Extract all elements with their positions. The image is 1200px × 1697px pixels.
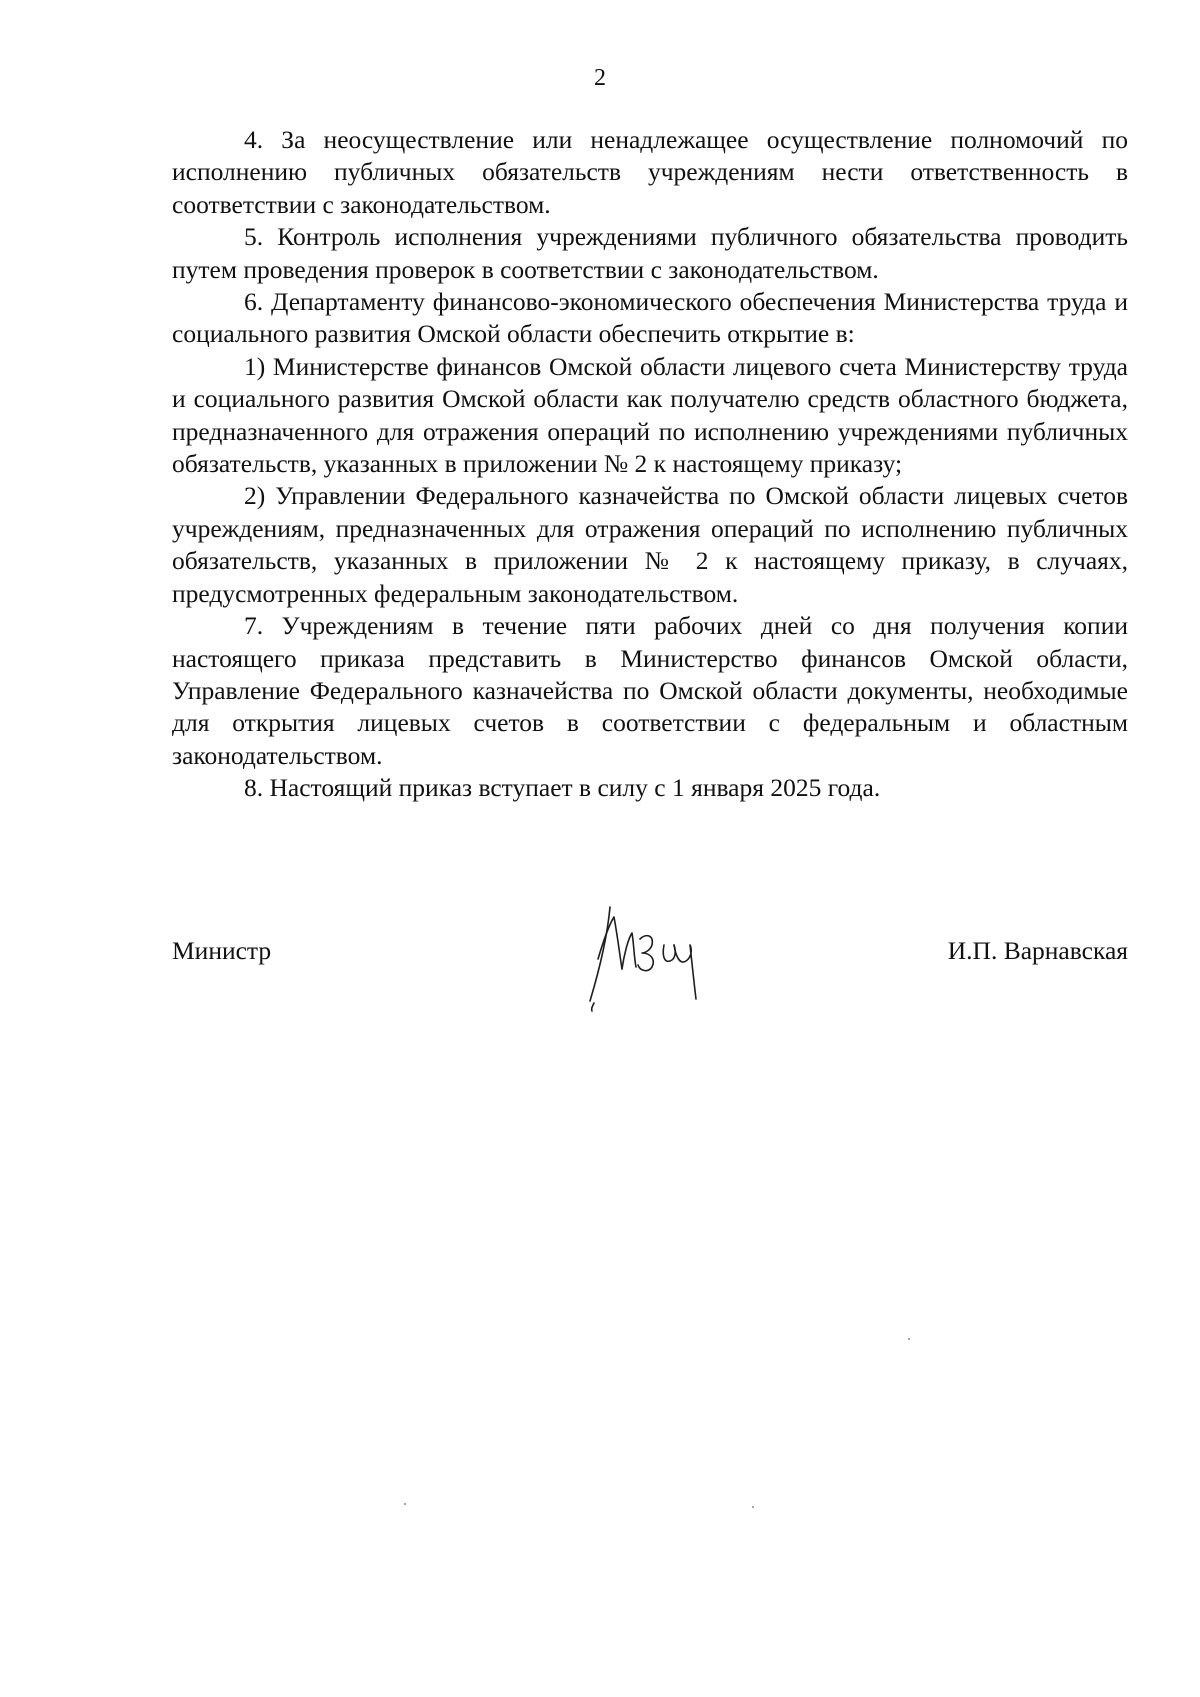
signature-block (172, 905, 1128, 1025)
paragraph-5: 5. Контроль исполнения учреждениями публичного обязательства проводить путем проведения проверок в соответствии с законодательством. (172, 222, 1128, 284)
page-number: 2 (594, 65, 606, 91)
signatory-role: Министр (172, 936, 272, 965)
paragraph-4: 4. За неосуществление или ненадлежащее осуществление полномочий по исполнению публичных обязательств учреждениям нести ответственность в соответствии с законодательством. (172, 125, 1128, 219)
scan-speck (752, 1506, 754, 1508)
handwritten-signature-icon (580, 899, 730, 1017)
paragraph-7: 7. Учреждениям в течение пяти рабочих дней со дня получения копии настоящего приказа представить в Министерство финансов Омской области, Управление Федерального казначейства по Омской области документы, необходимые для открытия лицевых счетов в соответствии с федеральным и областным законодательством. (172, 611, 1128, 770)
scan-speck (404, 1503, 406, 1505)
document-body (172, 124, 1128, 805)
paragraph-6-1: 1) Министерстве финансов Омской области лицевого счета Министерству труда и социального развития Омской области как получателю средств областного бюджета, предназначенного для отражения операций по исполнению учреждениями публичных обязательств, указанных в приложении № 2 к настоящему приказу; (172, 351, 1128, 479)
paragraph-6-2: 2) Управлении Федерального казначейства по Омской области лицевых счетов учреждениям, предназначенных для отражения операций по исполнению публичных обязательств, указанных в приложении № 2 к настоящему приказу, в случаях, предусмотренных федеральным законодательством. (172, 481, 1128, 608)
paragraph-8: 8. Настоящий приказ вступает в силу с 1 января 2025 года. (244, 773, 881, 803)
signatory-name: И.П. Варнавская (947, 936, 1128, 965)
paragraph-6: 6. Департаменту финансово-экономического обеспечения Министерства труда и социального развития Омской области обеспечить открытие в: (172, 287, 1128, 349)
scan-speck (908, 1338, 910, 1340)
